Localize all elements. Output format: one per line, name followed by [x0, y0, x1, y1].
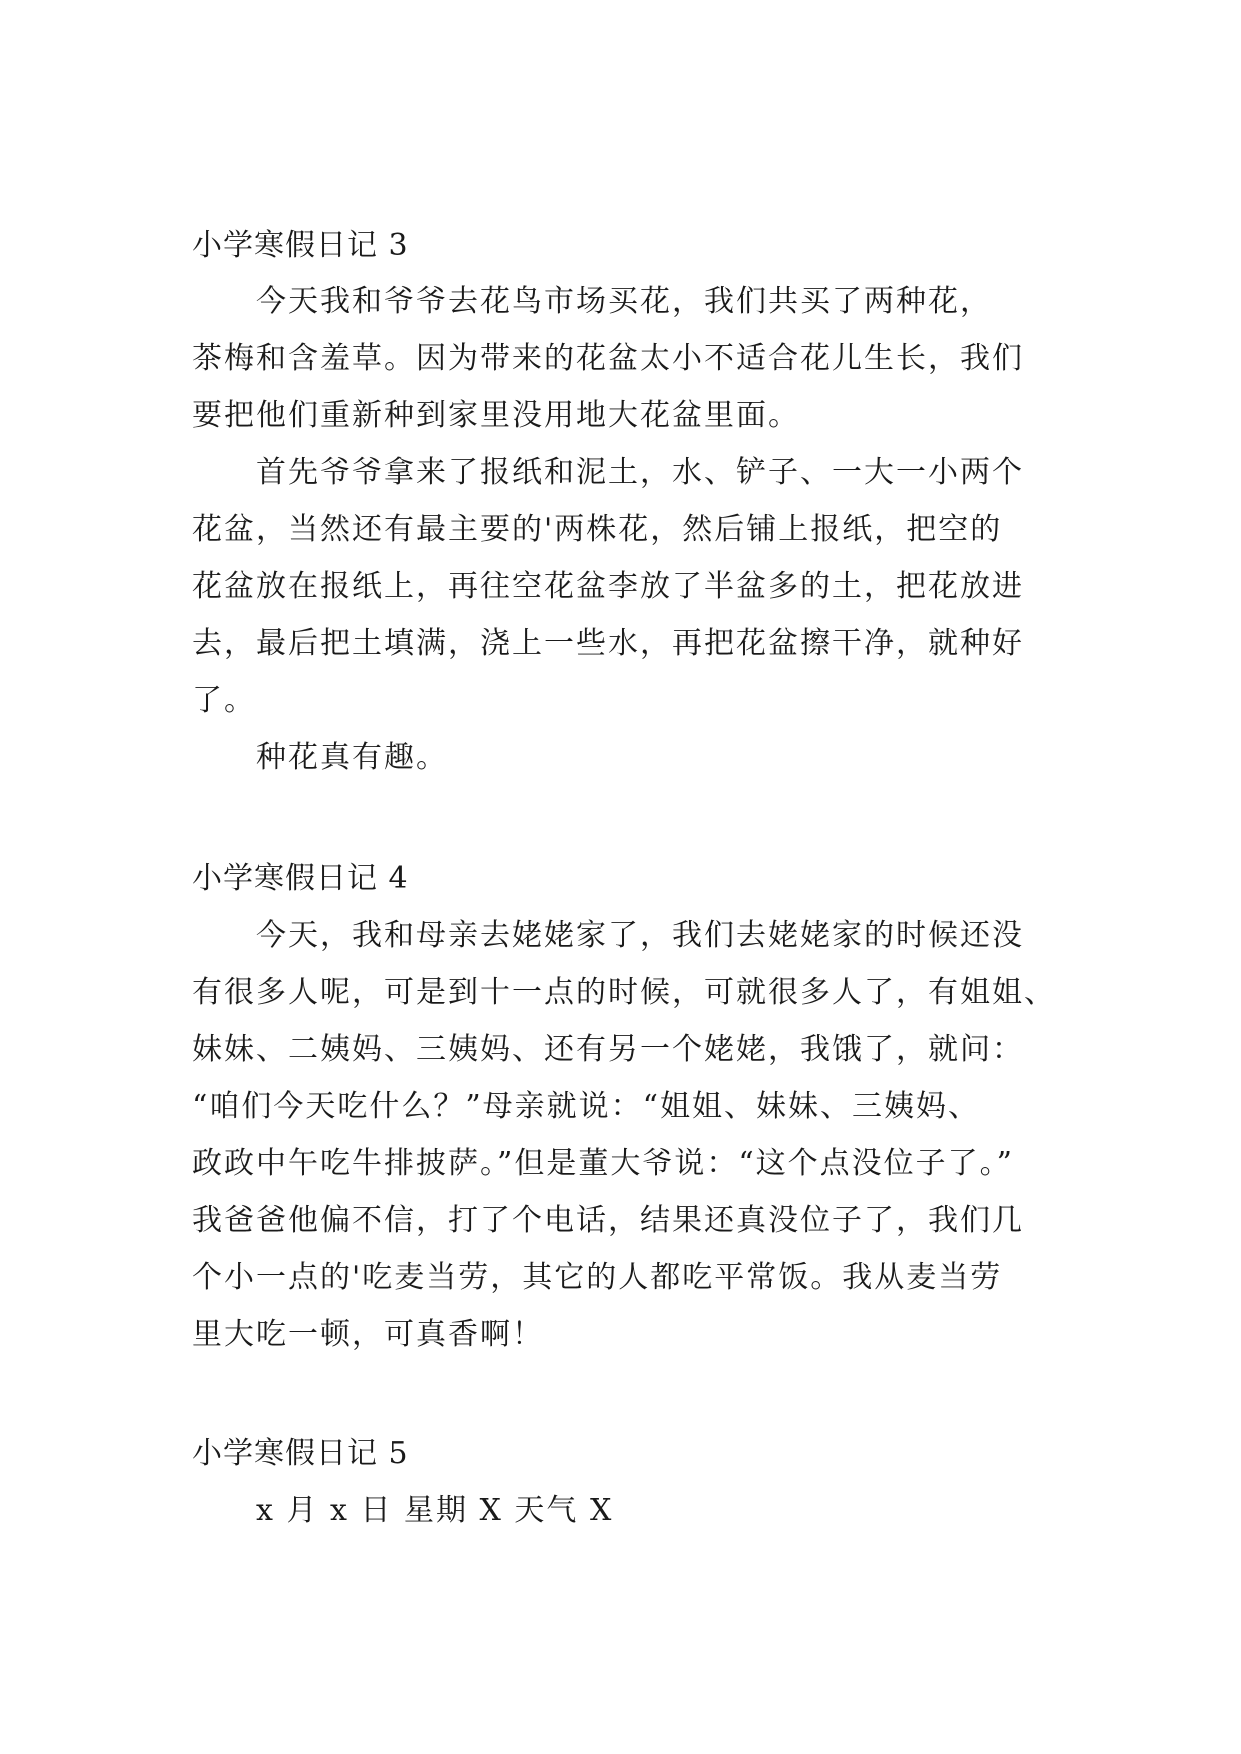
paragraph-line: 茶梅和含羞草。因为带来的花盆太小不适合花儿生长，我们 — [192, 341, 1024, 376]
paragraph-line: 首先爷爷拿来了报纸和泥土，水、铲子、一大一小两个 — [256, 455, 1024, 490]
paragraph-line: 妹妹、二姨妈、三姨妈、还有另一个姥姥，我饿了，就问： — [192, 1032, 1024, 1067]
date-weather-line: x 月 x 日 星期 X 天气 X — [256, 1493, 614, 1528]
paragraph-line: 里大吃一顿，可真香啊！ — [192, 1317, 544, 1352]
paragraph-line: 要把他们重新种到家里没用地大花盆里面。 — [192, 398, 800, 433]
paragraph-line: 种花真有趣。 — [256, 740, 448, 775]
paragraph-line: 了。 — [192, 683, 256, 718]
paragraph-line: 我爸爸他偏不信，打了个电话，结果还真没位子了，我们几 — [192, 1203, 1024, 1238]
entry-heading: 小学寒假日记 4 — [192, 861, 409, 896]
paragraph-line: 花盆放在报纸上，再往空花盆李放了半盆多的土，把花放进 — [192, 569, 1024, 604]
paragraph-line: 有很多人呢，可是到十一点的时候，可就很多人了，有姐姐、 — [192, 975, 1056, 1010]
paragraph-line: 今天我和爷爷去花鸟市场买花，我们共买了两种花， — [256, 284, 992, 319]
paragraph-line: 政政中午吃牛排披萨。”但是董大爷说：“这个点没位子了。” — [192, 1146, 1015, 1181]
paragraph-line: “咱们今天吃什么？”母亲就说：“姐姐、妹妹、三姨妈、 — [192, 1089, 981, 1124]
entry-heading: 小学寒假日记 3 — [192, 228, 409, 263]
paragraph-line: 花盆，当然还有最主要的'两株花，然后铺上报纸，把空的 — [192, 512, 1003, 547]
entry-heading: 小学寒假日记 5 — [192, 1436, 409, 1471]
paragraph-line: 去，最后把土填满，浇上一些水，再把花盆擦干净，就种好 — [192, 626, 1024, 661]
paragraph-line: 今天，我和母亲去姥姥家了，我们去姥姥家的时候还没 — [256, 918, 1024, 953]
paragraph-line: 个小一点的'吃麦当劳，其它的人都吃平常饭。我从麦当劳 — [192, 1260, 1003, 1295]
